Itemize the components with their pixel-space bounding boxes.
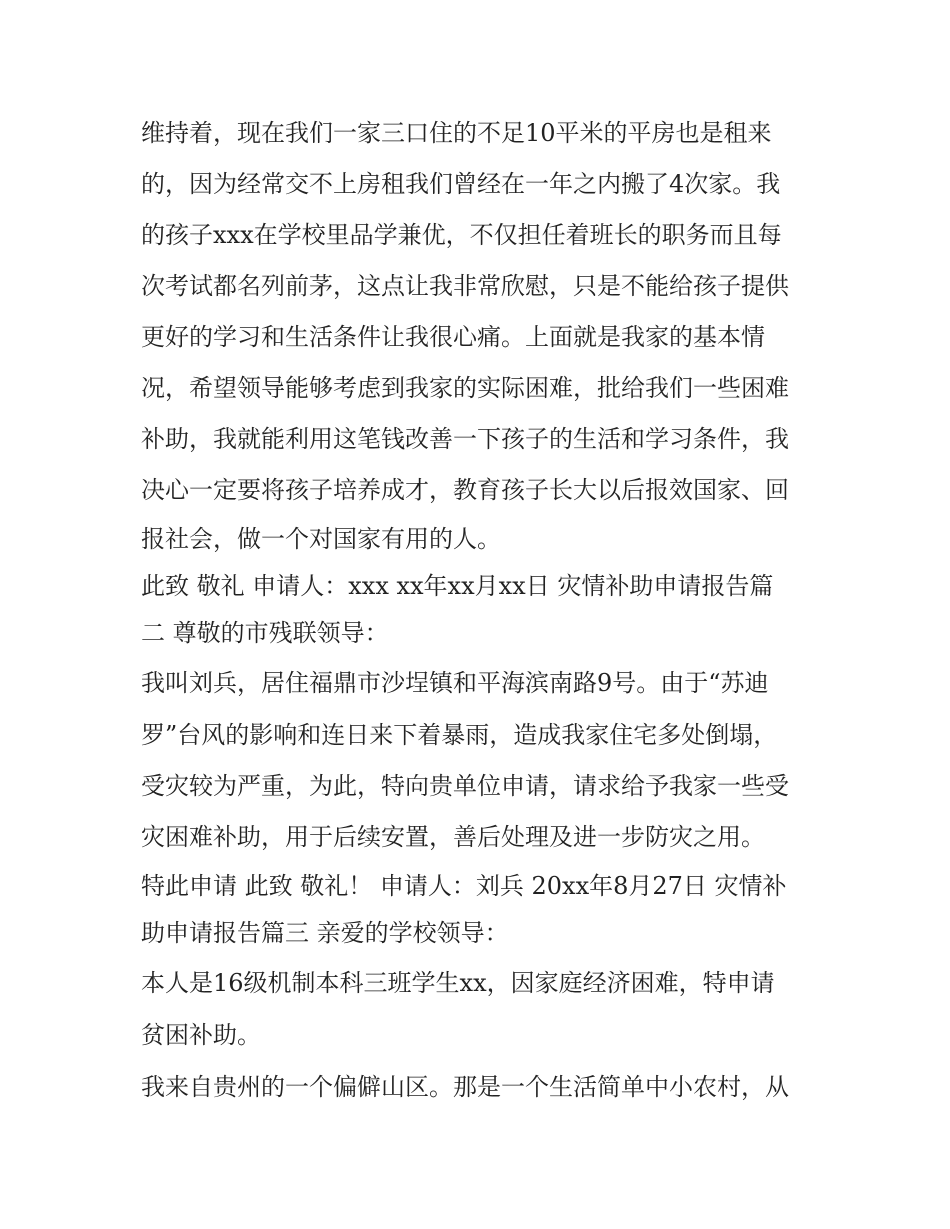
text-line: 贫困补助。 bbox=[141, 1021, 261, 1049]
text-line: 我来自贵州的一个偏僻山区。那是一个生活简单中小农村，从 bbox=[141, 1073, 789, 1101]
text-line: 报社会，做一个对国家有用的人。 bbox=[141, 525, 501, 553]
text-line: 特此申请 此致 敬礼！ 申请人：刘兵 20xx年8月27日 灾情补 bbox=[141, 872, 787, 900]
text-line: 更好的学习和生活条件让我很心痛。上面就是我家的基本情 bbox=[141, 323, 765, 351]
text-line: 我叫刘兵，居住福鼎市沙埕镇和平海滨南路9号。由于“苏迪 bbox=[141, 669, 769, 697]
text-line: 此致 敬礼 申请人：xxx xx年xx月xx日 灾情补助申请报告篇 bbox=[141, 572, 774, 600]
text-line: 助申请报告篇三 亲爱的学校领导： bbox=[141, 919, 509, 947]
text-line: 况，希望领导能够考虑到我家的实际困难，批给我们一些困难 bbox=[141, 374, 789, 402]
text-line: 本人是16级机制本科三班学生xx，因家庭经济困难，特申请 bbox=[141, 969, 775, 997]
text-line: 维持着，现在我们一家三口住的不足10平米的平房也是租来 bbox=[141, 119, 772, 147]
text-line: 二 尊敬的市残联领导： bbox=[141, 619, 389, 647]
text-line: 补助，我就能利用这笔钱改善一下孩子的生活和学习条件，我 bbox=[141, 425, 789, 453]
text-line: 的，因为经常交不上房租我们曾经在一年之内搬了4次家。我 bbox=[141, 170, 781, 198]
document-body bbox=[141, 108, 821, 1114]
text-line: 灾困难补助，用于后续安置，善后处理及进一步防灾之用。 bbox=[141, 823, 765, 851]
text-line: 受灾较为严重，为此，特向贵单位申请，请求给予我家一些受 bbox=[141, 772, 789, 800]
text-line: 决心一定要将孩子培养成才，教育孩子长大以后报效国家、回 bbox=[141, 476, 789, 504]
text-line: 次考试都名列前茅，这点让我非常欣慰，只是不能给孩子提供 bbox=[141, 272, 789, 300]
text-line: 罗”台风的影响和连日来下着暴雨，造成我家住宅多处倒塌， bbox=[141, 721, 778, 749]
text-line: 的孩子xxx在学校里品学兼优，不仅担任着班长的职务而且每 bbox=[141, 221, 782, 249]
